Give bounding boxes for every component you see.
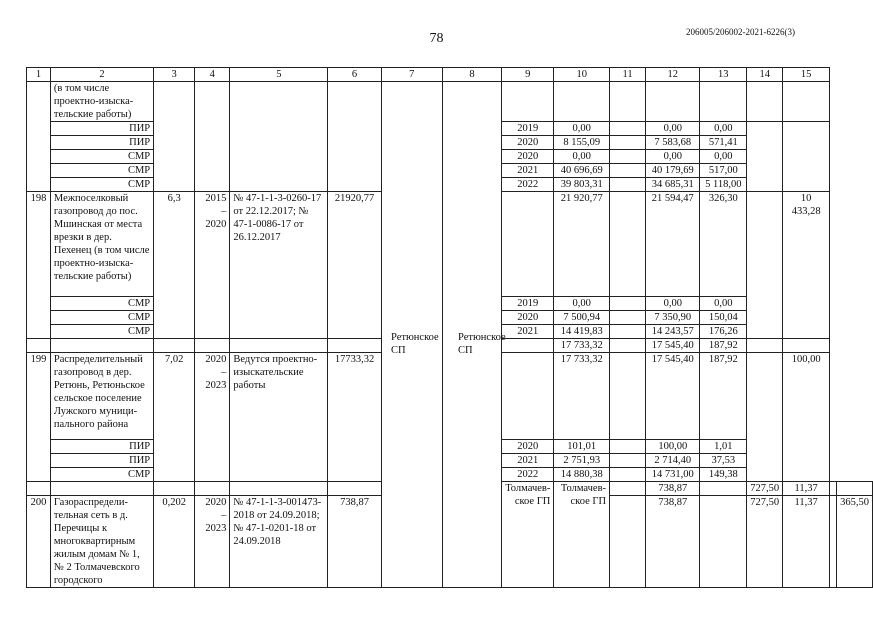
value: 21 920,77 bbox=[554, 192, 610, 297]
work-type: ПИР bbox=[50, 440, 153, 454]
cost: 21920,77 bbox=[328, 192, 381, 339]
work-type: ПИР bbox=[50, 136, 153, 150]
value: 17 545,40 bbox=[646, 339, 700, 353]
length: 7,02 bbox=[154, 353, 195, 482]
value: 0,00 bbox=[700, 150, 747, 164]
work-type: СМР bbox=[50, 297, 153, 311]
work-type: СМР bbox=[50, 325, 153, 339]
value: 150,04 bbox=[700, 311, 747, 325]
col-header: 3 bbox=[154, 68, 195, 82]
settlement-retun-7: Ретюнское СП bbox=[391, 332, 439, 356]
value: 11,37 bbox=[783, 496, 830, 588]
col-header: 10 bbox=[554, 68, 610, 82]
value: 100,00 bbox=[646, 440, 700, 454]
year: 2020 bbox=[502, 440, 554, 454]
value: 5 118,00 bbox=[700, 178, 747, 192]
value: 0,00 bbox=[700, 297, 747, 311]
value: 21 594,47 bbox=[646, 192, 700, 297]
work-type: СМР bbox=[50, 164, 153, 178]
row-number: 200 bbox=[27, 496, 51, 588]
cost: 17733,32 bbox=[328, 353, 381, 482]
value: 0,00 bbox=[646, 122, 700, 136]
value: 149,38 bbox=[700, 468, 747, 482]
value: 14 731,00 bbox=[646, 468, 700, 482]
year: 2021 bbox=[502, 164, 554, 178]
value: 11,37 bbox=[783, 482, 830, 496]
year: 2020 bbox=[502, 136, 554, 150]
period: 2015 – 2020 bbox=[195, 192, 230, 339]
work-type: СМР bbox=[50, 468, 153, 482]
page-number: 78 bbox=[429, 31, 444, 46]
work-type: ПИР bbox=[50, 122, 153, 136]
col-header: 12 bbox=[646, 68, 700, 82]
documents: № 47-1-1-3-001473-2018 от 24.09.2018; № 47-1-0201-18 от 24.09.2018 bbox=[230, 496, 328, 588]
period: 2020 – 2023 bbox=[195, 496, 230, 588]
value: 365,50 bbox=[837, 496, 873, 588]
investment-table bbox=[26, 67, 873, 588]
row-number: 198 bbox=[27, 192, 51, 339]
value: 37,53 bbox=[700, 454, 747, 468]
settlement-retun-8: Ретюнское СП bbox=[458, 332, 506, 356]
value: 176,26 bbox=[700, 325, 747, 339]
work-type: ПИР bbox=[50, 454, 153, 468]
documents: № 47-1-1-3-0260-17 от 22.12.2017; № 47-1-0086-17 от 26.12.2017 bbox=[230, 192, 328, 339]
item-name: (в том числе проектно-изыска-тельские работы) bbox=[50, 82, 153, 122]
value: 0,00 bbox=[554, 122, 610, 136]
col-header: 2 bbox=[50, 68, 153, 82]
value: 17 733,32 bbox=[554, 339, 610, 353]
year: 2021 bbox=[502, 325, 554, 339]
row-number: 199 bbox=[27, 353, 51, 482]
value: 326,30 bbox=[700, 192, 747, 297]
value: 7 583,68 bbox=[646, 136, 700, 150]
value: 727,50 bbox=[747, 496, 783, 588]
value: 39 803,31 bbox=[554, 178, 610, 192]
work-type: СМР bbox=[50, 311, 153, 325]
year: 2020 bbox=[502, 150, 554, 164]
cost: 738,87 bbox=[328, 496, 381, 588]
value: 738,87 bbox=[646, 482, 700, 496]
col-header: 11 bbox=[610, 68, 646, 82]
col-header: 15 bbox=[783, 68, 830, 82]
value: 571,41 bbox=[700, 136, 747, 150]
value: 14 880,38 bbox=[554, 468, 610, 482]
item-name: Межпоселковый газопровод до пос. Мшинская от места врезки в дер. Пехенец (в том числе проектно-изыска-тельские работы) bbox=[50, 192, 153, 297]
length: 0,202 bbox=[154, 496, 195, 588]
col-header: 4 bbox=[195, 68, 230, 82]
year: 2019 bbox=[502, 122, 554, 136]
value: 517,00 bbox=[700, 164, 747, 178]
year: 2019 bbox=[502, 297, 554, 311]
col-header: 14 bbox=[747, 68, 783, 82]
col-header: 9 bbox=[502, 68, 554, 82]
col-header: 6 bbox=[328, 68, 381, 82]
value: 0,00 bbox=[554, 150, 610, 164]
col-header: 5 bbox=[230, 68, 328, 82]
value: 0,00 bbox=[646, 150, 700, 164]
value: 187,92 bbox=[700, 339, 747, 353]
value: 187,92 bbox=[700, 353, 747, 440]
length: 6,3 bbox=[154, 192, 195, 339]
table-row bbox=[27, 82, 873, 122]
value: 40 696,69 bbox=[554, 164, 610, 178]
value: 17 545,40 bbox=[646, 353, 700, 440]
col-header: 13 bbox=[700, 68, 747, 82]
value: 0,00 bbox=[646, 297, 700, 311]
work-type: СМР bbox=[50, 178, 153, 192]
year: 2022 bbox=[502, 178, 554, 192]
value: 738,87 bbox=[646, 496, 700, 588]
value: 10 433,28 bbox=[783, 192, 830, 339]
value: 2 714,40 bbox=[646, 454, 700, 468]
value: 14 243,57 bbox=[646, 325, 700, 339]
value: 7 350,90 bbox=[646, 311, 700, 325]
value: 101,01 bbox=[554, 440, 610, 454]
document-code: 206005/206002-2021-6226(3) bbox=[686, 27, 795, 37]
col-header: 1 bbox=[27, 68, 51, 82]
value: 34 685,31 bbox=[646, 178, 700, 192]
value: 727,50 bbox=[747, 482, 783, 496]
value: 0,00 bbox=[700, 122, 747, 136]
period: 2020 – 2023 bbox=[195, 353, 230, 482]
settlement: Толмачев-ское ГП bbox=[554, 482, 610, 588]
year: 2022 bbox=[502, 468, 554, 482]
col-header: 8 bbox=[442, 68, 501, 82]
value: 17 733,32 bbox=[554, 353, 610, 440]
header-row bbox=[27, 68, 873, 82]
item-name: Распределительный газопровод в дер. Ретюнь, Ретюньское сельское поселение Лужского муници-пального района bbox=[50, 353, 153, 440]
settlement: Толмачев-ское ГП bbox=[502, 482, 554, 588]
item-name: Газораспредели-тельная сеть в д. Перечицы к многоквартирным жилым домам № 1, № 2 Толмачевского городского bbox=[50, 496, 153, 588]
col-header: 7 bbox=[381, 68, 442, 82]
value: 40 179,69 bbox=[646, 164, 700, 178]
value: 0,00 bbox=[554, 297, 610, 311]
year: 2020 bbox=[502, 311, 554, 325]
value: 100,00 bbox=[783, 353, 830, 482]
value: 8 155,09 bbox=[554, 136, 610, 150]
value: 14 419,83 bbox=[554, 325, 610, 339]
value: 2 751,93 bbox=[554, 454, 610, 468]
year: 2021 bbox=[502, 454, 554, 468]
work-type: СМР bbox=[50, 150, 153, 164]
documents: Ведутся проектно-изыскательские работы bbox=[230, 353, 328, 482]
value: 7 500,94 bbox=[554, 311, 610, 325]
value: 1,01 bbox=[700, 440, 747, 454]
